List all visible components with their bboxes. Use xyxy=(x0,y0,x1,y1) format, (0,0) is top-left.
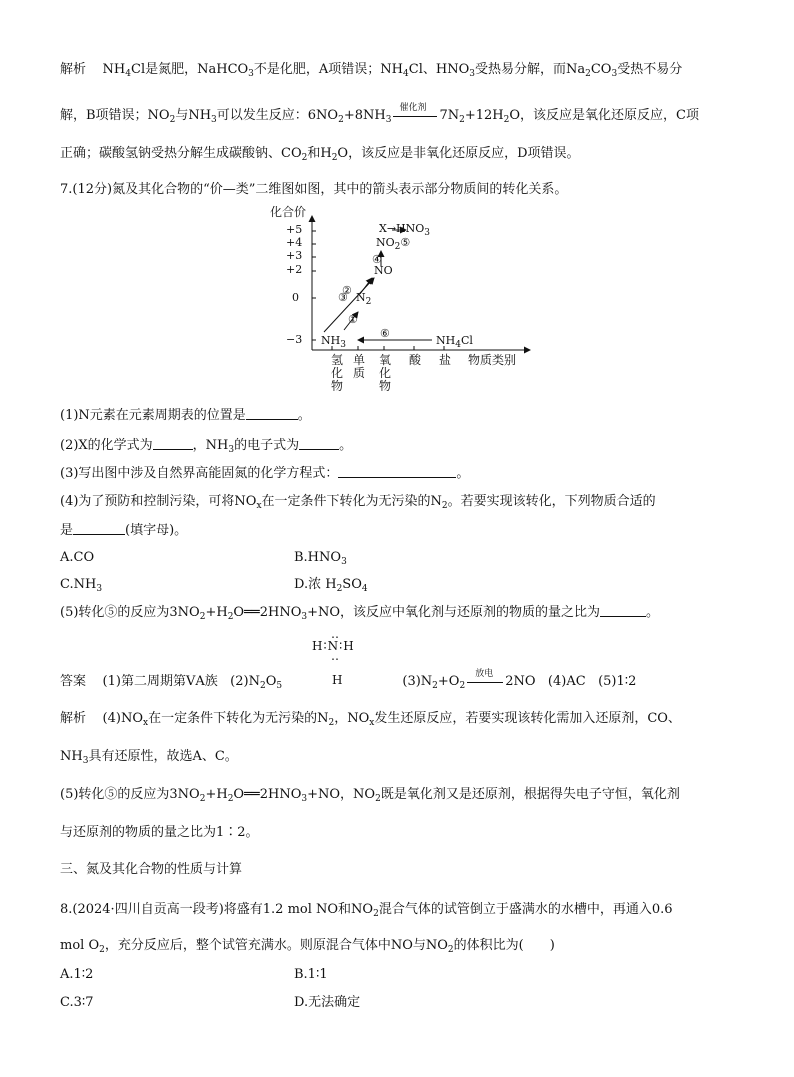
text: N xyxy=(356,291,366,304)
text: 8.(2024·四川自贡高一段考)将盛有1.2 mol NO和NO xyxy=(60,902,374,917)
text: 既是氧化剂又是还原剂，根据得失电子守恒，氧化剂 xyxy=(380,787,680,802)
text: B.HNO xyxy=(294,550,342,565)
text: ，NO xyxy=(334,711,370,726)
sub: 3 xyxy=(469,69,475,79)
text: 在一定条件下转化为无污染的N xyxy=(148,711,329,726)
sub: 2 xyxy=(227,612,234,622)
answer-blank[interactable] xyxy=(338,465,456,478)
sub: 3 xyxy=(340,340,346,350)
text: 。 xyxy=(339,438,353,453)
x-axis-title: 物质类别 xyxy=(468,353,517,367)
text: (4)NO xyxy=(102,711,143,726)
label-4: ④ xyxy=(372,253,382,266)
sub: 2 xyxy=(441,501,448,511)
arrow-line xyxy=(393,116,437,117)
q8-option-d: D.无法确定 xyxy=(294,995,361,1010)
answer-blank[interactable] xyxy=(299,437,339,450)
lewis-h: H xyxy=(332,673,343,687)
sub: 2 xyxy=(503,115,510,125)
text: 2NO xyxy=(505,674,536,689)
answer-blank[interactable] xyxy=(153,437,193,450)
text: +H xyxy=(205,605,228,620)
species-nh4cl xyxy=(436,334,473,350)
y-tick: +2 xyxy=(286,263,303,276)
text: D.浓 H xyxy=(294,577,337,592)
analysis1-line1 xyxy=(60,62,682,78)
q7-option-b xyxy=(294,550,347,566)
answer-tag: 答案 xyxy=(60,674,87,689)
text: CO xyxy=(590,62,612,77)
text: (1)N元素在元素周期表的位置是 xyxy=(60,408,246,423)
sub: 3 xyxy=(385,115,392,125)
text: +O xyxy=(437,674,460,689)
sub: 2 xyxy=(338,115,344,125)
text: 7N xyxy=(439,108,460,123)
catalyst-label: 催化剂 xyxy=(399,102,427,113)
sub: 2 xyxy=(99,945,105,955)
sub: 3 xyxy=(341,557,347,567)
y-tick: +4 xyxy=(286,236,303,249)
sub: 2 xyxy=(394,242,401,252)
text: 可以发生反应：6NO xyxy=(216,108,339,123)
q7-part4-cont xyxy=(60,522,187,539)
text: (4)AC xyxy=(547,674,586,689)
label-5: ⑤ xyxy=(400,236,411,249)
text: NH xyxy=(436,334,456,347)
text: Cl xyxy=(460,334,473,347)
text: X→HNO xyxy=(379,222,425,235)
q7-option-d xyxy=(294,577,368,593)
sub: 2 xyxy=(259,681,266,691)
q8-option-b: B.1∶1 xyxy=(294,967,328,982)
analysis2-line1: 解析 $(4)NO_x$在一定条件下转化为无污染的$N_2$，$NO_x$发生还原反应，若要实现该转化需加入还原剂，CO、 xyxy=(60,711,681,728)
y-tick: +5 xyxy=(286,223,303,236)
sub: 2 xyxy=(331,153,338,163)
text: 的体积比为( ) xyxy=(453,938,555,953)
text: 的电子式为 xyxy=(234,438,300,453)
y-tick: +3 xyxy=(286,249,303,262)
text: ，充分反应后，整个试管充满水。则原混合气体中NO与NO xyxy=(104,938,448,953)
text: +NO，该反应中氧化剂与还原剂的物质的量之比为 xyxy=(307,605,601,620)
sub: 2 xyxy=(447,945,454,955)
species-no2 xyxy=(376,236,411,252)
sub: 4 xyxy=(125,69,131,79)
discharge-arrow xyxy=(465,668,505,689)
text: 和H xyxy=(307,146,332,161)
text: NH xyxy=(102,62,126,77)
label-3: ③ xyxy=(338,291,348,304)
lewis-dots-bottom: ‥ xyxy=(331,649,340,663)
text: Cl是氮肥，NaHCO xyxy=(131,62,249,77)
sub: 3 xyxy=(301,612,308,622)
catalyst-arrow xyxy=(391,102,439,123)
sub: 2 xyxy=(459,115,465,125)
species-x-hno3 xyxy=(379,222,431,238)
sub: 2 xyxy=(375,794,381,804)
answer-blank[interactable] xyxy=(246,407,298,420)
species-no: NO xyxy=(374,264,393,277)
sub: 3 xyxy=(96,584,103,594)
text: 是 xyxy=(60,523,74,538)
sub: 2 xyxy=(365,297,372,307)
lewis-dots-top: ‥ xyxy=(331,627,340,641)
text: 。 xyxy=(456,466,470,481)
sub: 3 xyxy=(301,794,308,804)
label-6: ⑥ xyxy=(380,327,390,340)
text: (3)N xyxy=(402,674,433,689)
answer-line: 答案 (1)第二周期第ⅤA族 $(2)N_2O_5$ $(3)N_2+O_2$ 放电 2NO (4)AC (5)1∶2 xyxy=(60,674,636,690)
text: C.NH xyxy=(60,577,97,592)
text: (5)1∶2 xyxy=(598,674,637,689)
sub: 2 xyxy=(336,584,343,594)
q7-option-c xyxy=(60,577,102,593)
sub: 2 xyxy=(199,794,206,804)
text: 受热不易分 xyxy=(617,62,683,77)
sub: 2 xyxy=(301,153,308,163)
text: (2)N xyxy=(230,674,260,689)
text: +12H xyxy=(464,108,504,123)
species-nh3 xyxy=(321,334,346,350)
valence-class-diagram xyxy=(268,204,538,394)
sub: 2 xyxy=(432,681,438,691)
y-tick: 0 xyxy=(292,291,299,304)
y-tick: −3 xyxy=(286,333,303,346)
q7-stem: 7.(12分)氮及其化合物的“价—类”二维图如图，其中的箭头表示部分物质间的转化关系。 xyxy=(60,182,568,197)
text: +H xyxy=(205,787,228,802)
text: (5)转化⑤的反应为3NO xyxy=(60,605,200,620)
text: (5)转化⑤的反应为3NO xyxy=(60,787,200,802)
analysis2-line2 xyxy=(60,749,238,765)
species-n2 xyxy=(356,291,372,307)
q7-part2 xyxy=(60,437,352,454)
analysis1-line2 xyxy=(60,102,699,125)
text: 。 xyxy=(297,408,311,423)
text: 混合气体的试管倒立于盛满水的水槽中，再通入0.6 xyxy=(378,902,673,917)
text: Cl、HNO xyxy=(408,62,470,77)
text: 发生还原反应，若要实现该转化需加入还原剂，CO、 xyxy=(374,711,681,726)
text: 正确；碳酸氢钠受热分解生成碳酸钠、CO xyxy=(60,146,302,161)
x-cat-oxide: 氧化物 xyxy=(378,353,391,393)
analysis-tag: 解析 xyxy=(60,711,87,726)
arrow-line xyxy=(467,682,503,683)
text: +8NH xyxy=(343,108,386,123)
text: (4)为了预防和控制污染，可将NO xyxy=(60,494,257,509)
text: (填字母)。 xyxy=(125,523,188,538)
text: 具有还原性，故选A、C。 xyxy=(88,749,238,764)
sub: 3 xyxy=(228,445,235,455)
q8-option-a: A.1∶2 xyxy=(60,967,94,982)
sub: 3 xyxy=(211,115,217,125)
sub: 4 xyxy=(361,584,368,594)
q8-line2 xyxy=(60,938,555,954)
analysis1-line3 xyxy=(60,146,580,162)
sub: 3 xyxy=(248,69,254,79)
x-cat-hydride: 氢化物 xyxy=(330,353,343,393)
text: 。若要实现该转化，下列物质合适的 xyxy=(447,494,656,509)
text: (2)X的化学式为 xyxy=(60,438,153,453)
q8-line1 xyxy=(60,902,673,918)
x-cat-element: 单质 xyxy=(352,353,365,380)
analysis-tag: 解析 xyxy=(60,62,87,77)
sub: 2 xyxy=(328,718,335,728)
text: (1)第二周期第ⅤA族 xyxy=(102,674,218,689)
q8-option-c: C.3∶7 xyxy=(60,995,94,1010)
sub: 2 xyxy=(227,794,234,804)
sub: 4 xyxy=(455,340,461,350)
text: +NO，NO xyxy=(307,787,376,802)
x-cat-acid: 酸 xyxy=(408,353,421,367)
text: (3)写出图中涉及自然界高能固氮的化学方程式： xyxy=(60,466,339,481)
sub: 2 xyxy=(199,612,206,622)
sub: 4 xyxy=(403,69,409,79)
text: O，该反应是非氧化还原反应，D项错误。 xyxy=(337,146,580,161)
sub: 2 xyxy=(585,69,591,79)
answer-blank[interactable] xyxy=(73,522,125,535)
answer-blank[interactable] xyxy=(600,604,646,617)
q7-part1 xyxy=(60,407,311,424)
sub: 3 xyxy=(424,228,431,238)
text: 与NH xyxy=(175,108,212,123)
section-heading: 三、氮及其化合物的性质与计算 xyxy=(60,862,243,877)
label-1: ① xyxy=(348,313,358,326)
sub: 2 xyxy=(459,681,466,691)
text: 。 xyxy=(646,605,660,620)
analysis2-line3 xyxy=(60,787,680,803)
text: NH xyxy=(321,334,341,347)
q7-part3 xyxy=(60,465,469,482)
text: ，NH xyxy=(192,438,229,453)
text: O，该反应是氧化还原反应，C项 xyxy=(509,108,699,123)
label-2: ② xyxy=(342,284,352,297)
text: O xyxy=(265,674,277,689)
text: 不是化肥，A项错误；NH xyxy=(253,62,404,77)
text: NO xyxy=(376,236,395,249)
lewis-row: H∶N∶H xyxy=(312,639,355,653)
x-cat-salt: 盐 xyxy=(438,353,451,367)
sub: 2 xyxy=(373,909,379,919)
sub: 3 xyxy=(82,756,89,766)
text: SO xyxy=(342,577,362,592)
text: 解，B项错误；NO xyxy=(60,108,170,123)
discharge-label: 放电 xyxy=(475,668,494,679)
q7-part4: (4)为了预防和控制污染，可将$NO_x$在一定条件下转化为无污染的$N_2$。若要实现该转化，下列物质合适的 xyxy=(60,494,656,511)
sub: 3 xyxy=(611,69,618,79)
text: 受热易分解，而Na xyxy=(474,62,586,77)
text: mol O xyxy=(60,938,100,953)
analysis2-line4: 与还原剂的物质的量之比为1∶2。 xyxy=(60,825,259,840)
q7-option-a: A.CO xyxy=(60,550,95,565)
sub: 2 xyxy=(169,115,176,125)
q7-part5 xyxy=(60,604,659,621)
text: 在一定条件下转化为无污染的N xyxy=(261,494,442,509)
text: O══2HNO xyxy=(233,605,302,620)
text: O══2HNO xyxy=(233,787,302,802)
y-axis-title: 化合价 xyxy=(270,205,307,219)
text: NH xyxy=(60,749,83,764)
